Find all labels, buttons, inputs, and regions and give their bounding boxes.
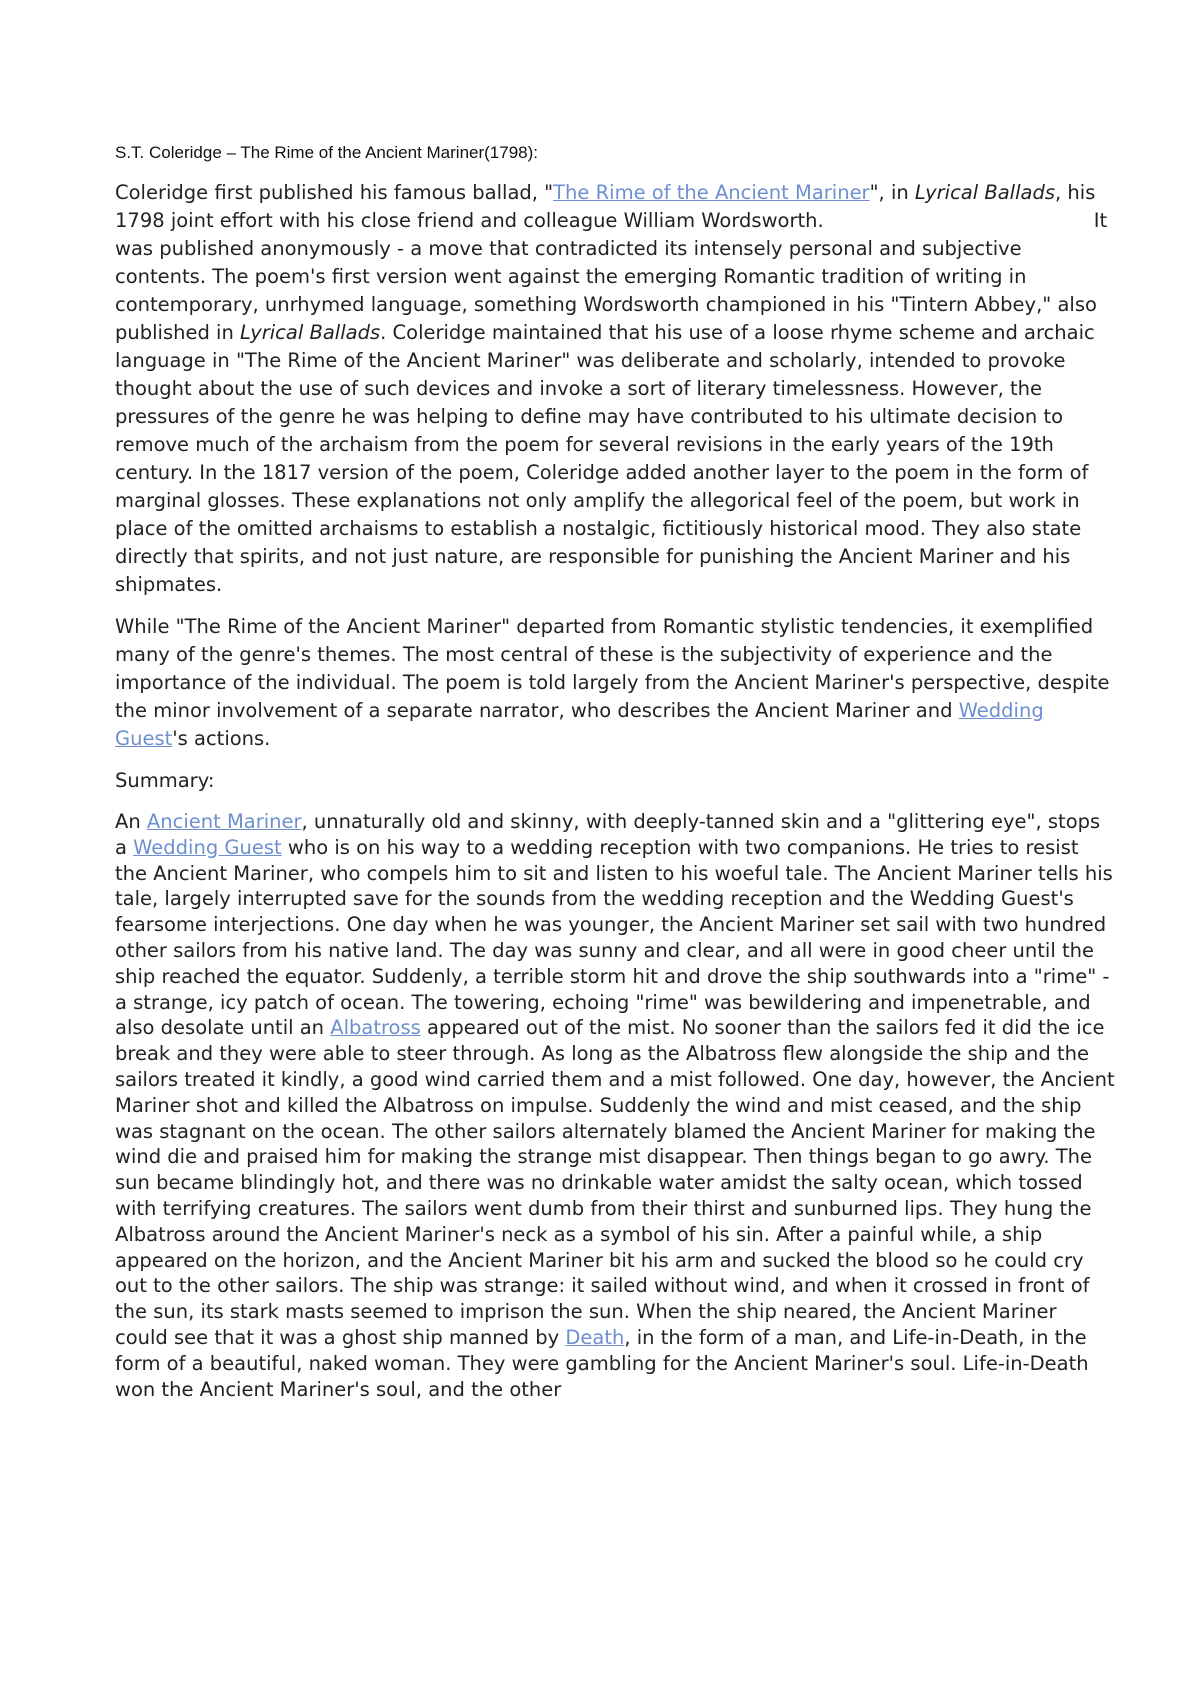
link-wedding-guest-2[interactable]: Wedding Guest [133,835,282,859]
intro-emphasis-lyrical-ballads-1: Lyrical Ballads [914,181,1056,204]
link-wedding-guest[interactable]: Wedding Guest [115,699,1044,750]
link-ancient-mariner[interactable]: Ancient Mariner [146,810,302,833]
document-heading: S.T. Coleridge – The Rime of the Ancient Mariner(1798): [115,143,539,162]
intro-text-3: , his 1798 joint effort with his close friend and colleague William Wordsworth. [115,181,1096,232]
intro-emphasis-lyrical-ballads-2: Lyrical Ballads [240,321,381,344]
themes-paragraph [115,613,1115,753]
summary-text-4: appeared out of the mist. No sooner than the sailors fed it did the ice break and they were able to steer through. As long as the Albatross flew alongside the ship and the sailors treated it kindly, a good wind carried them and a mist followed. One day, however, the Ancient Mariner shot and killed the Albatross on impulse. Suddenly the wind and mist ceased, and the ship was stagnant on the ocean. The other sailors alternately blamed the Ancient Mariner for making the wind die and praised him for making the strange mist disappear. Then things began to go awry. The sun became blindingly hot, and there was no drinkable water amidst the salty ocean, which tossed with terrifying creatures. The sailors went dumb from their thirst and sunburned lips. They hung the Albatross around the Ancient Mariner's neck as a symbol of his sin. After a painful while, a ship appeared on the horizon, and the Ancient Mariner bit his arm and sucked the blood so he could cry out to the other sailors. The ship was strange: it sailed without wind, and when it crossed in front of the sun, its stark masts seemed to imprison the sun. When the ship neared, the Ancient Mariner could see that it was a ghost ship manned by [115,1016,1115,1349]
summary-text-2: , unnaturally old and skinny, with deeply-tanned skin and a "glittering eye", stops a [115,810,1101,859]
summary-text-5: , in the form of a man, and Life-in-Death, in the form of a beautiful, naked woman. They were gambling for the Ancient Mariner's soul. Life-in-Death won the Ancient Mariner's soul, and the other [115,1325,1089,1401]
summary-label: Summary: [115,769,215,792]
document-page [115,143,1115,1416]
themes-text-1: While "The Rime of the Ancient Mariner" departed from Romantic stylistic tendencies, it exemplified many of the genre's themes. The most central of these is the subjectivity of experience and the importance of the individual. The poem is told largely from the Ancient Mariner's perspective, despite the minor involvement of a separate narrator, who describes the Ancient Mariner and [115,615,1110,722]
summary-text-1: An [115,810,147,833]
summary-text-3: who is on his way to a wedding reception with two companions. He tries to resist the Ancient Mariner, who compels him to sit and listen to his woeful tale. The Ancient Mariner tells his tale, largely interrupted save for the sounds from the wedding reception and the Wedding Guest's fearsome interjections. One day when he was younger, the Ancient Mariner set sail with two hundred other sailors from his native land. The day was sunny and clear, and all were in good cheer until the ship reached the equator. Suddenly, a terrible storm hit and drove the ship southwards into a "rime" - a strange, icy patch of ocean. The towering, echoing "rime" was bewildering and impenetrable, and also desolate until an [115,835,1113,1040]
link-albatross[interactable]: Albatross [330,1016,421,1040]
intro-paragraph [115,179,1115,599]
intro-text-4: It was published anonymously - a move that contradicted its intensely personal and subjective contents. The poem's first version went against the emerging Romantic tradition of writing in contemporary, unrhymed language, something Wordsworth championed in his "Tintern Abbey," also published in [115,209,1108,344]
intro-text-5: . Coleridge maintained that his use of a loose rhyme scheme and archaic language in "The Rime of the Ancient Mariner" was deliberate and scholarly, intended to provoke thought about the use of such devices and invoke a sort of literary timelessness. However, the pressures of the genre he was helping to define may have contributed to his ultimate decision to remove much of the archaism from the poem for several revisions in the early years of the 19th century. In the 1817 version of the poem, Coleridge added another layer to the poem in the form of marginal glosses. These explanations not only amplify the allegorical feel of the poem, but work in place of the omitted archaisms to establish a nostalgic, fictitiously historical mood. They also state directly that spirits, and not just nature, are responsible for punishing the Ancient Mariner and his shipmates. [115,321,1095,596]
link-rime-of-the-ancient-mariner[interactable]: The Rime of the Ancient Mariner [553,181,870,204]
themes-text-2: 's actions. [172,727,271,750]
intro-text-1: Coleridge first published his famous ballad, " [115,181,554,204]
link-death[interactable]: Death [565,1325,625,1349]
intro-text-2: ", in [869,181,915,204]
summary-paragraph [115,809,1115,1402]
